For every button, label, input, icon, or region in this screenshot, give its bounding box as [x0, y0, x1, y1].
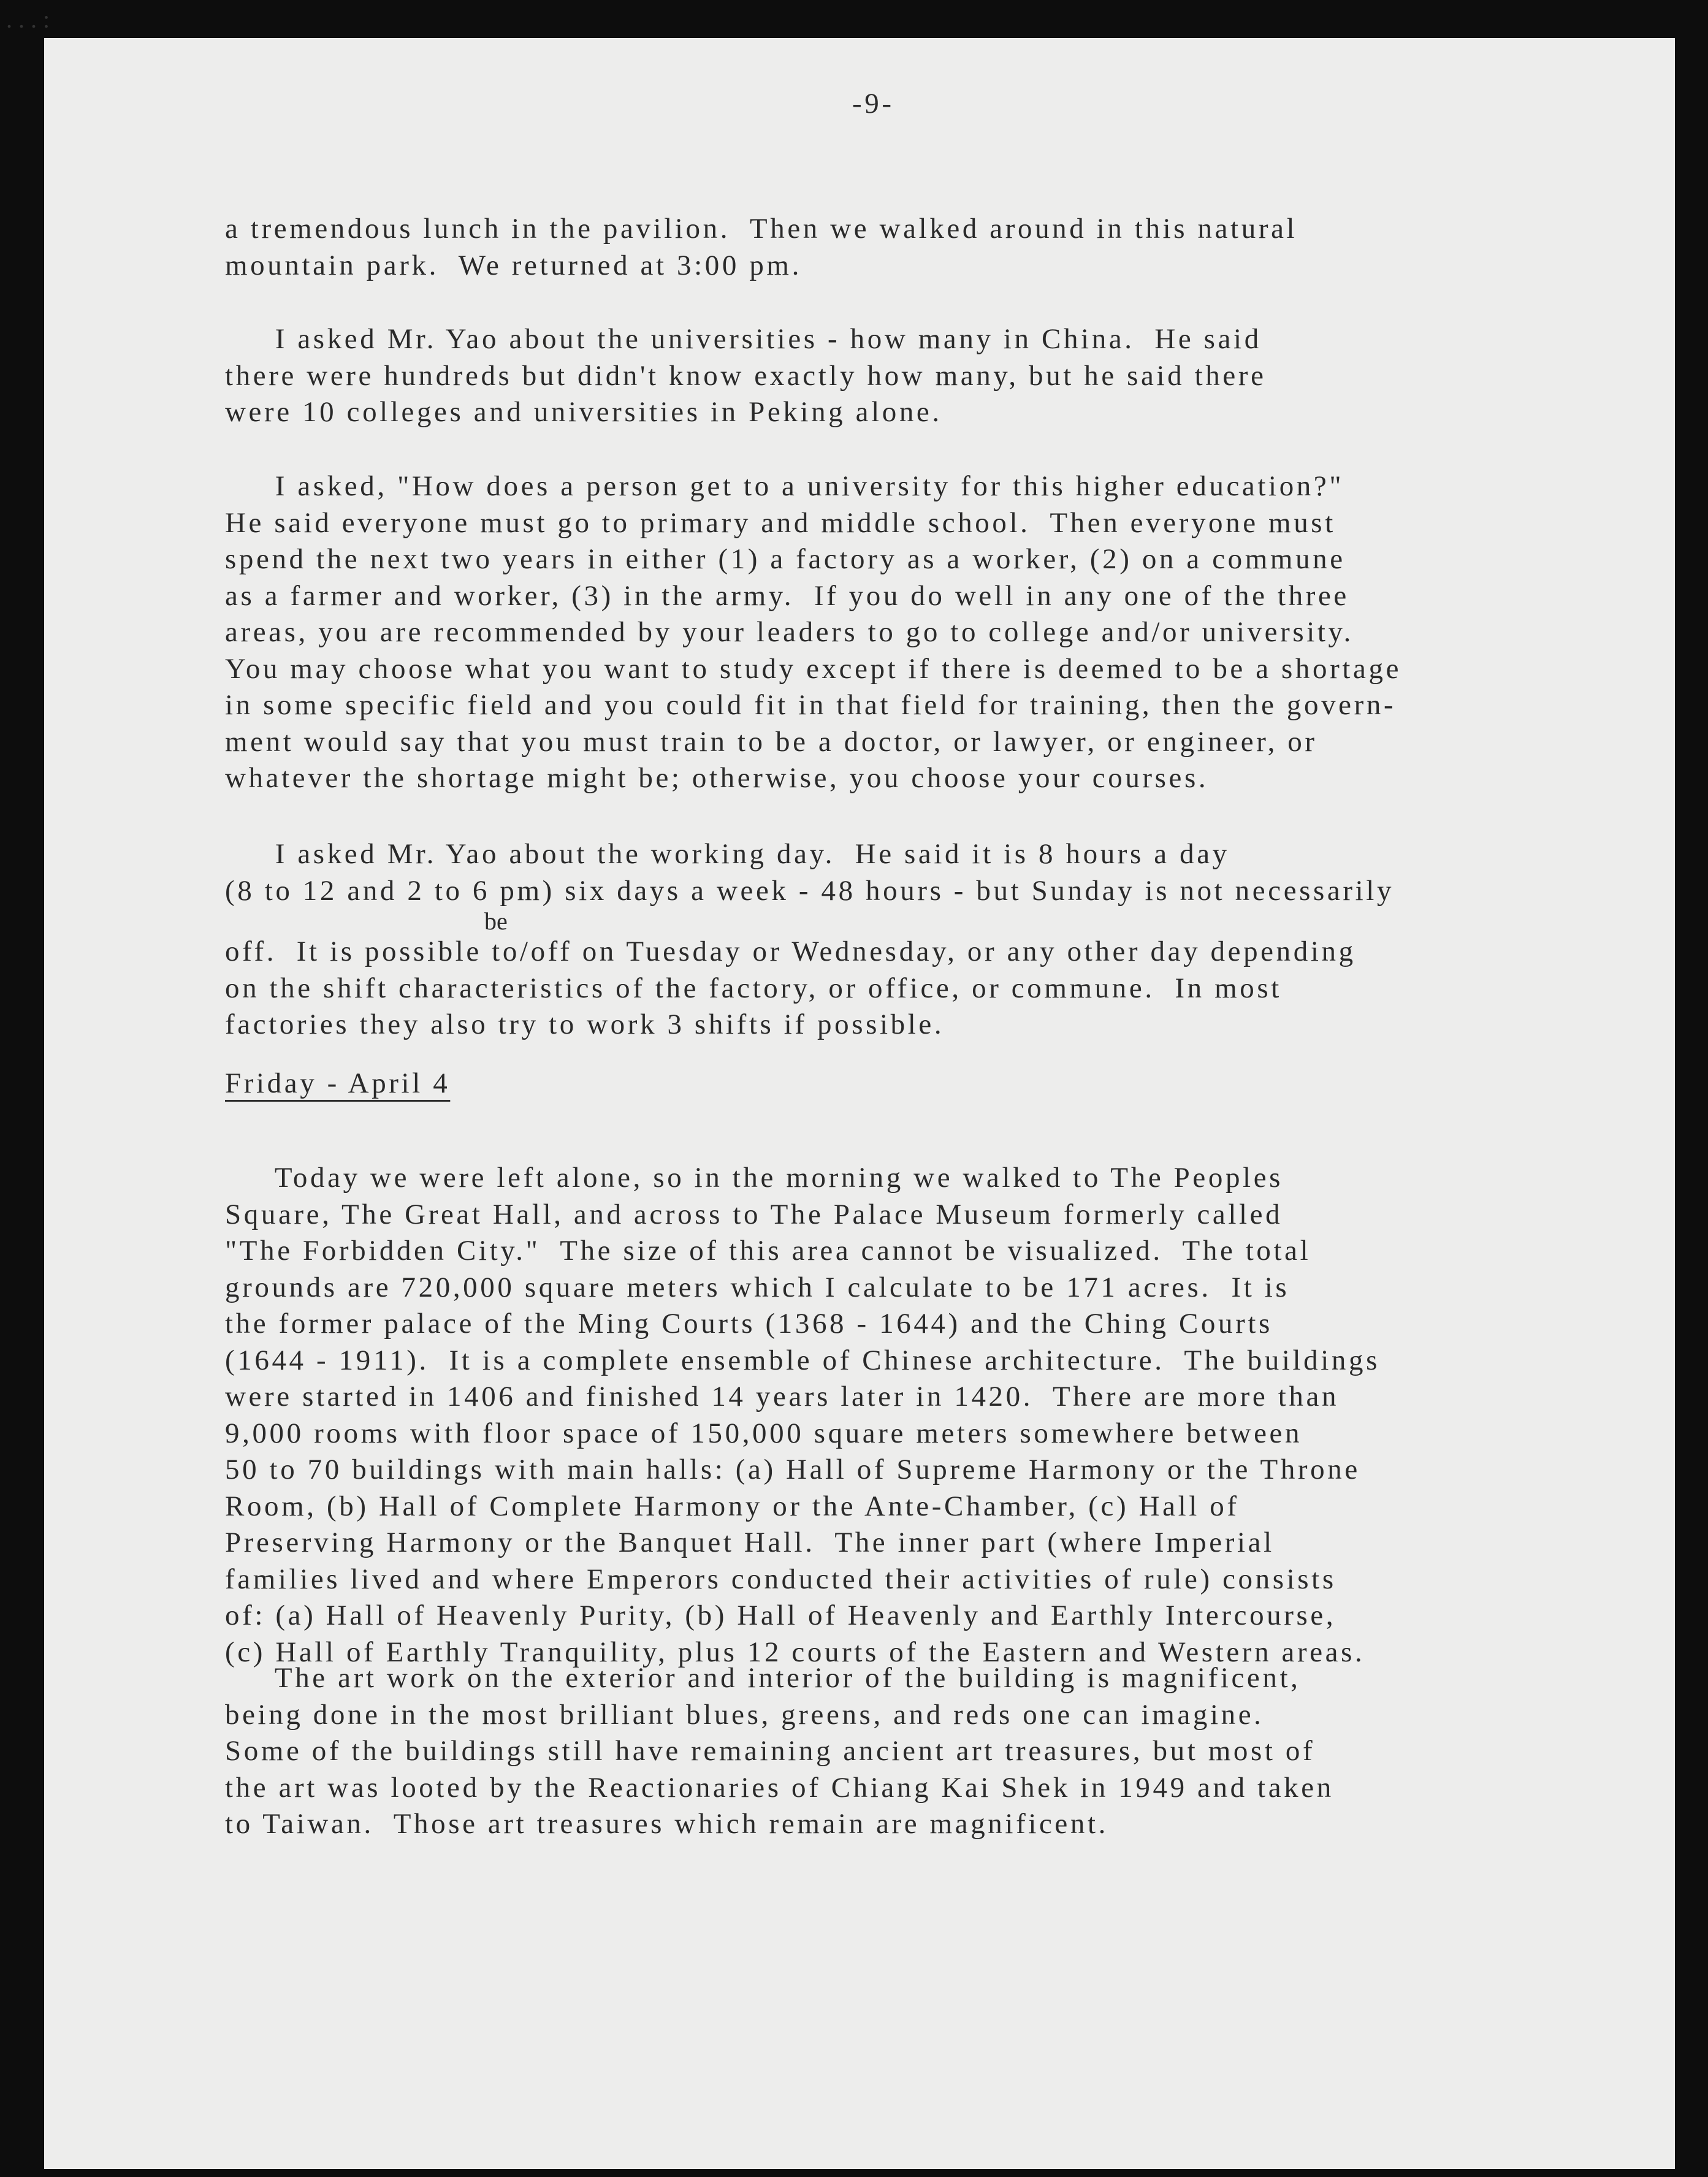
text-line: to Taiwan. Those art treasures which remain are magnificent.: [225, 1808, 1109, 1840]
text-line: were started in 1406 and finished 14 years later in 1420. There are more than: [225, 1381, 1340, 1413]
paragraph-5: [225, 1160, 1380, 1671]
insertion-row: [225, 909, 1394, 934]
text-line: "The Forbidden City." The size of this area cannot be visualized. The total: [225, 1235, 1311, 1267]
corner-marks: . . . :: [6, 6, 50, 33]
text-line: the art was looted by the Reactionaries of Chiang Kai Shek in 1949 and taken: [225, 1771, 1334, 1804]
text-line: were 10 colleges and universities in Peking alone.: [225, 396, 942, 428]
text-line: Square, The Great Hall, and across to The Palace Museum formerly called: [225, 1198, 1283, 1230]
text-line: whatever the shortage might be; otherwise, you choose your courses.: [225, 762, 1209, 794]
text-line: off. It is possible to/off on Tuesday or Wednesday, or any other day depending: [225, 936, 1356, 967]
handwritten-insertion: be: [484, 907, 508, 935]
text-line: spend the next two years in either (1) a factory as a worker, (2) on a commune: [225, 543, 1346, 575]
paragraph-3: [225, 468, 1401, 797]
document-page: [44, 38, 1675, 2169]
text-line: (1644 - 1911). It is a complete ensemble of Chinese architecture. The buildings: [225, 1344, 1381, 1376]
text-line: I asked Mr. Yao about the working day. He said it is 8 hours a day: [225, 838, 1230, 870]
text-line: mountain park. We returned at 3:00 pm.: [225, 249, 802, 281]
text-line: He said everyone must go to primary and middle school. Then everyone must: [225, 506, 1336, 539]
text-line: ment would say that you must train to be a doctor, or lawyer, or engineer, or: [225, 725, 1317, 758]
text-line: the former palace of the Ming Courts (1368 - 1644) and the Ching Courts: [225, 1308, 1273, 1340]
text-line: on the shift characteristics of the factory, or office, or commune. In most: [225, 972, 1282, 1004]
text-line: in some specific field and you could fit in that field for training, then the govern-: [225, 689, 1397, 721]
text-line: being done in the most brilliant blues, greens, and reds one can imagine.: [225, 1698, 1264, 1731]
text-line: there were hundreds but didn't know exactly how many, but he said there: [225, 359, 1267, 392]
text-line: of: (a) Hall of Heavenly Purity, (b) Hall of Heavenly and Earthly Intercourse,: [225, 1599, 1336, 1631]
text-line: areas, you are recommended by your leaders to go to college and/or university.: [225, 616, 1354, 648]
text-line: Some of the buildings still have remaining ancient art treasures, but most of: [225, 1735, 1316, 1767]
page-number: -9-: [852, 88, 894, 120]
paragraph-4: [225, 836, 1394, 1043]
text-line: 9,000 rooms with floor space of 150,000 square meters somewhere between: [225, 1417, 1303, 1449]
text-line: Room, (b) Hall of Complete Harmony or the Ante-Chamber, (c) Hall of: [225, 1490, 1240, 1522]
section-heading: Friday - April 4: [225, 1067, 451, 1099]
text-line: The art work on the exterior and interior of the building is magnificent,: [225, 1662, 1301, 1694]
text-line: I asked Mr. Yao about the universities - how many in China. He said: [225, 323, 1262, 355]
text-line: a tremendous lunch in the pavilion. Then we walked around in this natural: [225, 213, 1298, 245]
text-line: I asked, "How does a person get to a university for this higher education?": [225, 470, 1344, 502]
text-line: Today we were left alone, so in the morning we walked to The Peoples: [225, 1162, 1284, 1194]
text-line: You may choose what you want to study except if there is deemed to be a shortage: [225, 652, 1402, 685]
paragraph-6: [225, 1660, 1334, 1843]
paragraph-2: [225, 321, 1267, 431]
text-line: Preserving Harmony or the Banquet Hall. The inner part (where Imperial: [225, 1527, 1275, 1558]
text-line: as a farmer and worker, (3) in the army. If you do well in any one of the three: [225, 579, 1349, 612]
text-line: factories they also try to work 3 shifts if possible.: [225, 1008, 945, 1040]
text-line: (c) Hall of Earthly Tranquility, plus 12 courts of the Eastern and Western areas.: [225, 1636, 1365, 1668]
text-line: families lived and where Emperors conducted their activities of rule) consists: [225, 1563, 1336, 1595]
text-line: 50 to 70 buildings with main halls: (a) Hall of Supreme Harmony or the Throne: [225, 1454, 1360, 1485]
text-line: grounds are 720,000 square meters which I calculate to be 171 acres. It is: [225, 1271, 1290, 1303]
text-line: (8 to 12 and 2 to 6 pm) six days a week - 48 hours - but Sunday is not necessarily: [225, 874, 1395, 907]
paragraph-1: [225, 211, 1297, 284]
